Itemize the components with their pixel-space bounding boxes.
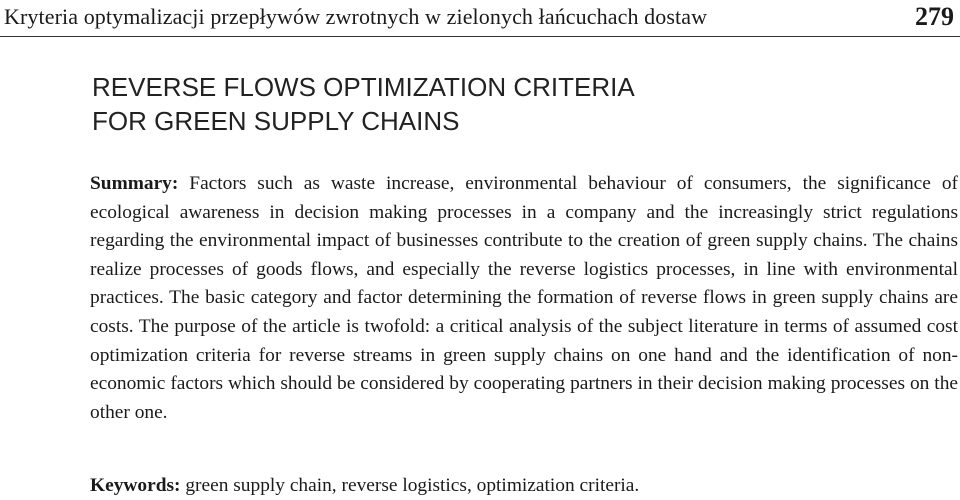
summary-paragraph bbox=[90, 170, 958, 427]
article-title bbox=[92, 70, 635, 138]
summary-label: Summary: bbox=[90, 173, 179, 194]
summary-text: Factors such as waste increase, environmental behaviour of consumers, the significance of ecological awareness in decision making processes in a company and the increasingly strict regulations regarding the environmental impact of businesses contribute to the creation of green supply chains. The chains realize processes of goods flows, and especially the reverse logistics processes, in line with environmental practices. The basic category and factor determining the formation of reverse flows in green supply chains are costs. The purpose of the article is twofold: a critical analysis of the subject literature in terms of assumed cost optimization criteria for reverse streams in green supply chains on one hand and the identification of non-economic factors which should be considered by cooperating partners in their decision making processes on the other one. bbox=[90, 173, 958, 423]
page-number: 279 bbox=[915, 2, 954, 31]
running-header bbox=[0, 0, 960, 38]
keywords-text: green supply chain, reverse logistics, optimization criteria. bbox=[185, 475, 640, 496]
keywords-label: Keywords: bbox=[90, 475, 181, 496]
article-title-line-2: FOR GREEN SUPPLY CHAINS bbox=[92, 106, 460, 136]
article-title-line-1: REVERSE FLOWS OPTIMIZATION CRITERIA bbox=[92, 72, 635, 102]
running-title: Kryteria optymalizacji przepływów zwrotnych w zielonych łańcuchach dostaw bbox=[4, 4, 708, 29]
keywords-paragraph bbox=[90, 472, 958, 500]
header-rule bbox=[0, 36, 960, 37]
